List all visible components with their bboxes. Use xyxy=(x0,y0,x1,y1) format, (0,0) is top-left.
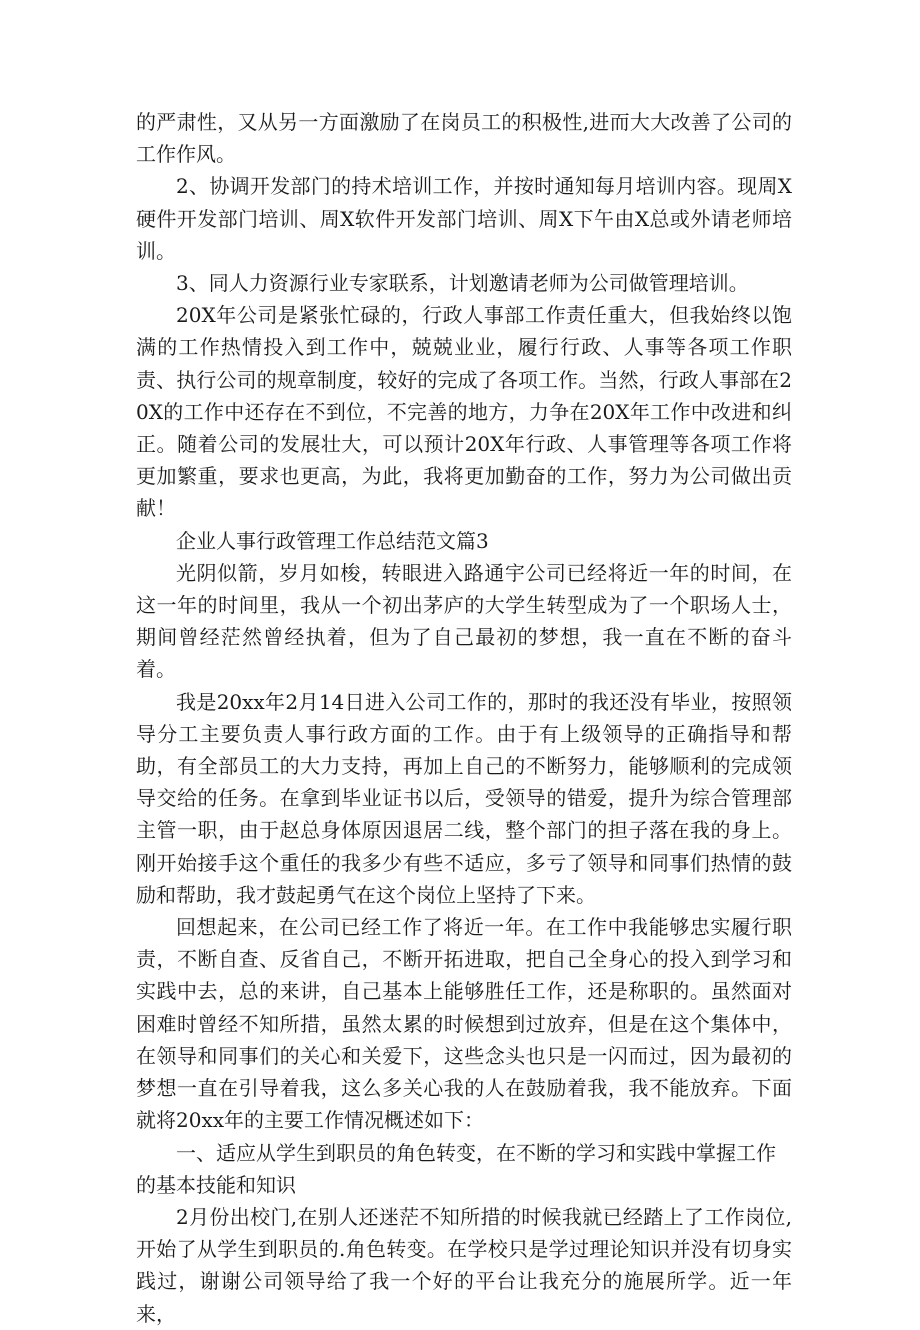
paragraph-8: 2月份出校门,在别人还迷茫不知所措的时候我就已经踏上了工作岗位,开始了从学生到职员的.角色转变。在学校只是学过理论知识并没有切身实践过，谢谢公司领导给了我一个好的平台让我充分的施展所学。近一年来， xyxy=(136,1204,792,1326)
paragraph-5: 光阴似箭，岁月如梭，转眼进入路通宇公司已经将近一年的时间，在这一年的时间里，我从一个初出茅庐的大学生转型成为了一个职场人士，期间曾经茫然曾经执着，但为了自己最初的梦想，我一直在不断的奋斗着。 xyxy=(136,560,792,682)
paragraph-1: 的严肃性，又从另一方面激励了在岗员工的积极性,进而大大改善了公司的工作作风。 xyxy=(136,110,792,167)
paragraph-4: 20X年公司是紧张忙碌的，行政人事部工作责任重大，但我始终以饱满的工作热情投入到工作中，兢兢业业，履行行政、人事等各项工作职责、执行公司的规章制度，较好的完成了各项工作。当然，行政人事部在20X的工作中还存在不到位，不完善的地方，力争在20X年工作中改进和纠正。随着公司的发展壮大，可以预计20X年行政、人事管理等各项工作将更加繁重，要求也更高，为此，我将更加勤奋的工作，努力为公司做出贡献！ xyxy=(136,303,792,521)
section-heading-3: 企业人事行政管理工作总结范文篇3 xyxy=(176,528,489,553)
subsection-heading-1: 一、适应从学生到职员的角色转变，在不断的学习和实践中掌握工作的基本技能和知识 xyxy=(136,1140,776,1197)
document-body xyxy=(136,106,792,1330)
paragraph-7: 回想起来，在公司已经工作了将近一年。在工作中我能够忠实履行职责，不断自查、反省自己，不断开拓进取，把自己全身心的投入到学习和实践中去，总的来讲，自己基本上能够胜任工作，还是称职的。虽然面对困难时曾经不知所措，虽然太累的时候想到过放弃，但是在这个集体中，在领导和同事们的关心和关爱下，这些念头也只是一闪而过，因为最初的梦想一直在引导着我，这么多关心我的人在鼓励着我，我不能放弃。下面就将20xx年的主要工作情况概述如下： xyxy=(136,915,792,1133)
paragraph-3: 3、同人力资源行业专家联系，计划邀请老师为公司做管理培训。 xyxy=(176,271,749,296)
paragraph-6: 我是20xx年2月14日进入公司工作的，那时的我还没有毕业，按照领导分工主要负责人事行政方面的工作。由于有上级领导的正确指导和帮助，有全部员工的大力支持，再加上自己的不断努力，能够顺利的完成领导交给的任务。在拿到毕业证书以后，受领导的错爱，提升为综合管理部主管一职，由于赵总身体原因退居二线，整个部门的担子落在我的身上。刚开始接手这个重任的我多少有些不适应，多亏了领导和同事们热情的鼓励和帮助，我才鼓起勇气在这个岗位上坚持了下来。 xyxy=(136,689,792,907)
paragraph-2: 2、协调开发部门的持术培训工作，并按时通知每月培训内容。现周X硬件开发部门培训、周X软件开发部门培训、周X下午由X总或外请老师培训。 xyxy=(136,174,792,263)
